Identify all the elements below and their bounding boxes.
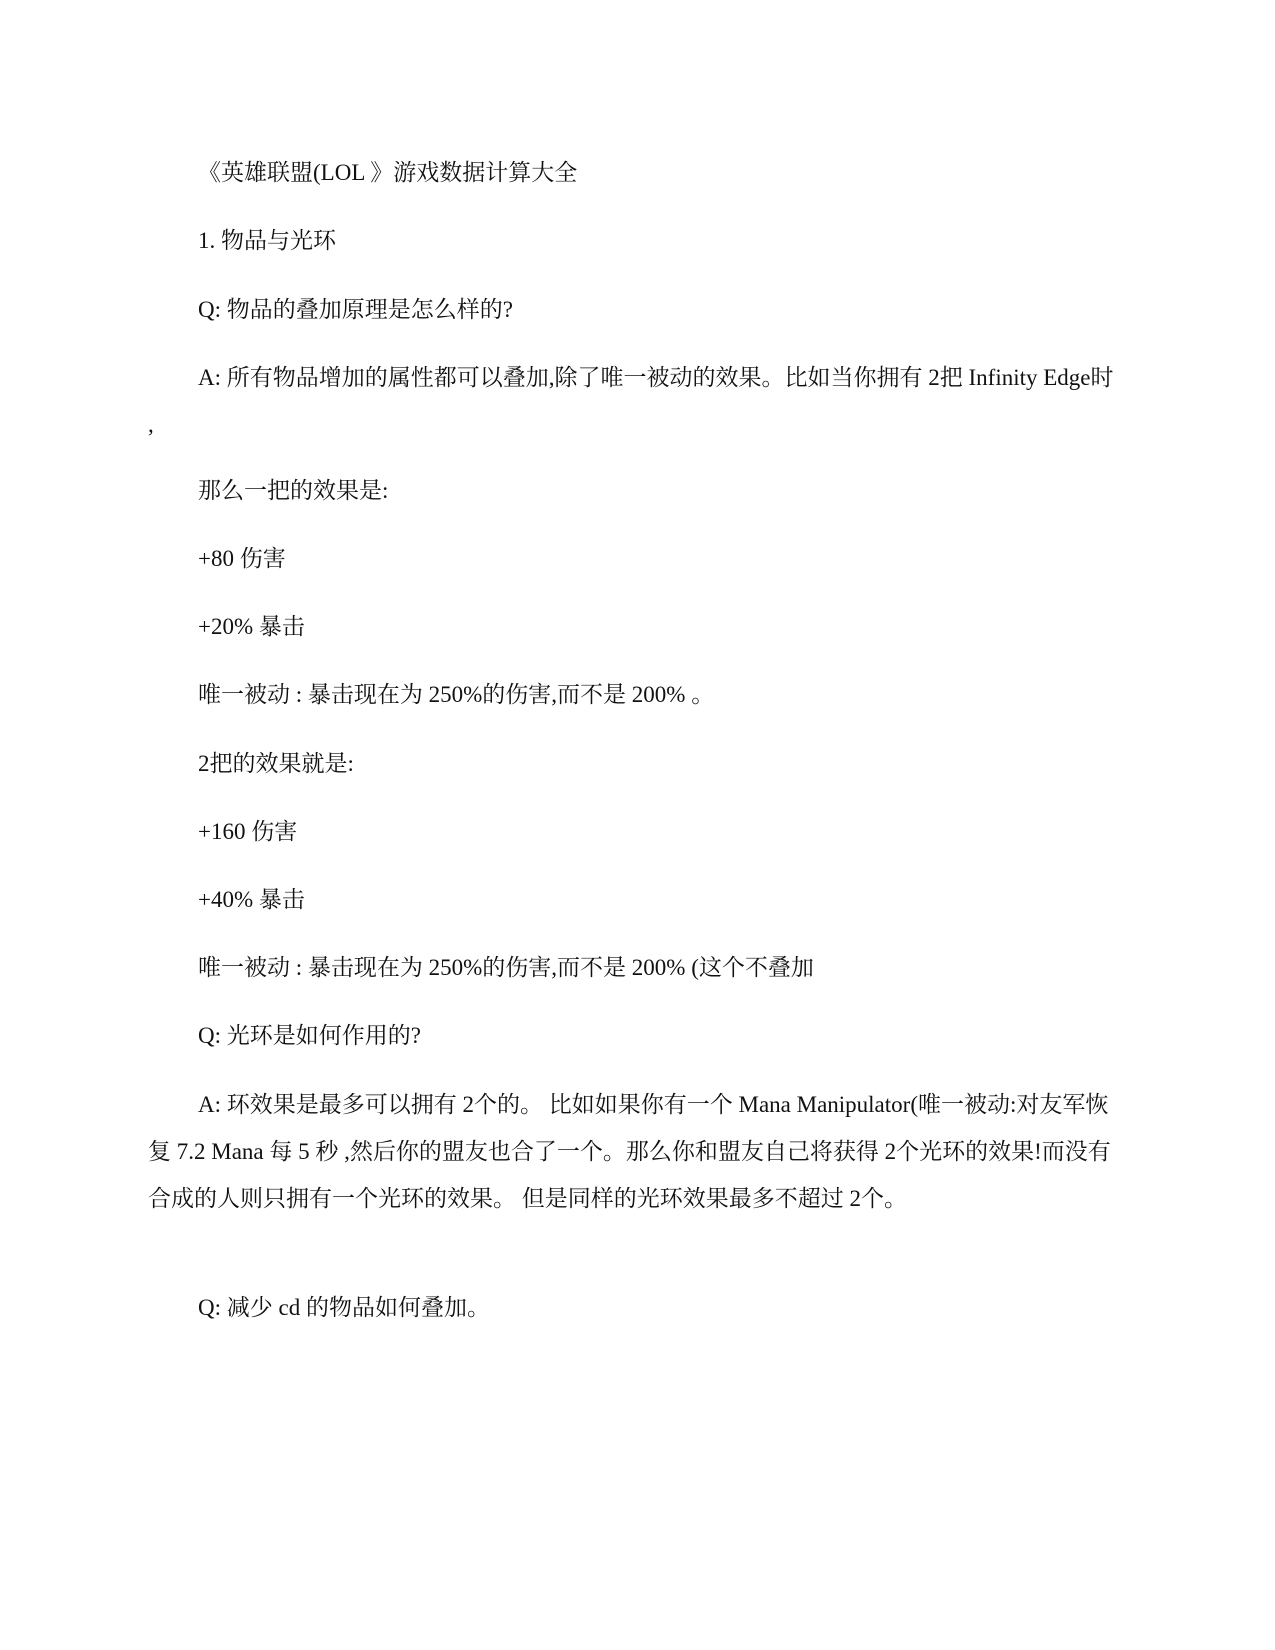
- answer-stacking: A: 所有物品增加的属性都可以叠加,除了唯一被动的效果。比如当你拥有 2把 Infinity Edge时 ,: [148, 365, 1114, 437]
- two-items-effect-intro: 2把的效果就是:: [198, 751, 354, 776]
- two-items-crit: +40% 暴击: [198, 887, 305, 912]
- one-item-damage: +80 伤害: [198, 546, 286, 571]
- two-items-unique-passive: 唯一被动 : 暴击现在为 250%的伤害,而不是 200% (这个不叠加: [198, 955, 814, 980]
- document-title: 《英雄联盟(LOL 》游戏数据计算大全: [198, 160, 578, 185]
- one-item-effect-intro: 那么一把的效果是:: [198, 478, 389, 503]
- question-aura: Q: 光环是如何作用的?: [198, 1023, 421, 1048]
- answer-aura: A: 环效果是最多可以拥有 2个的。 比如如果你有一个 Mana Manipulator(唯一被动:对友军恢复 7.2 Mana 每 5 秒 ,然后你的盟友也合了一个。那么你和盟友自己将获得 2个光环的效果!而没有合成的人则只拥有一个光环的效果。 但是同样的光环效果最多不超过 2个。: [148, 1092, 1111, 1211]
- one-item-crit: +20% 暴击: [198, 614, 305, 639]
- two-items-damage: +160 伤害: [198, 819, 298, 844]
- one-item-unique-passive: 唯一被动 : 暴击现在为 250%的伤害,而不是 200% 。: [198, 682, 715, 707]
- section-heading: 1. 物品与光环: [198, 228, 336, 253]
- question-stacking: Q: 物品的叠加原理是怎么样的?: [198, 297, 513, 322]
- question-cooldown-reduction: Q: 减少 cd 的物品如何叠加。: [198, 1295, 490, 1320]
